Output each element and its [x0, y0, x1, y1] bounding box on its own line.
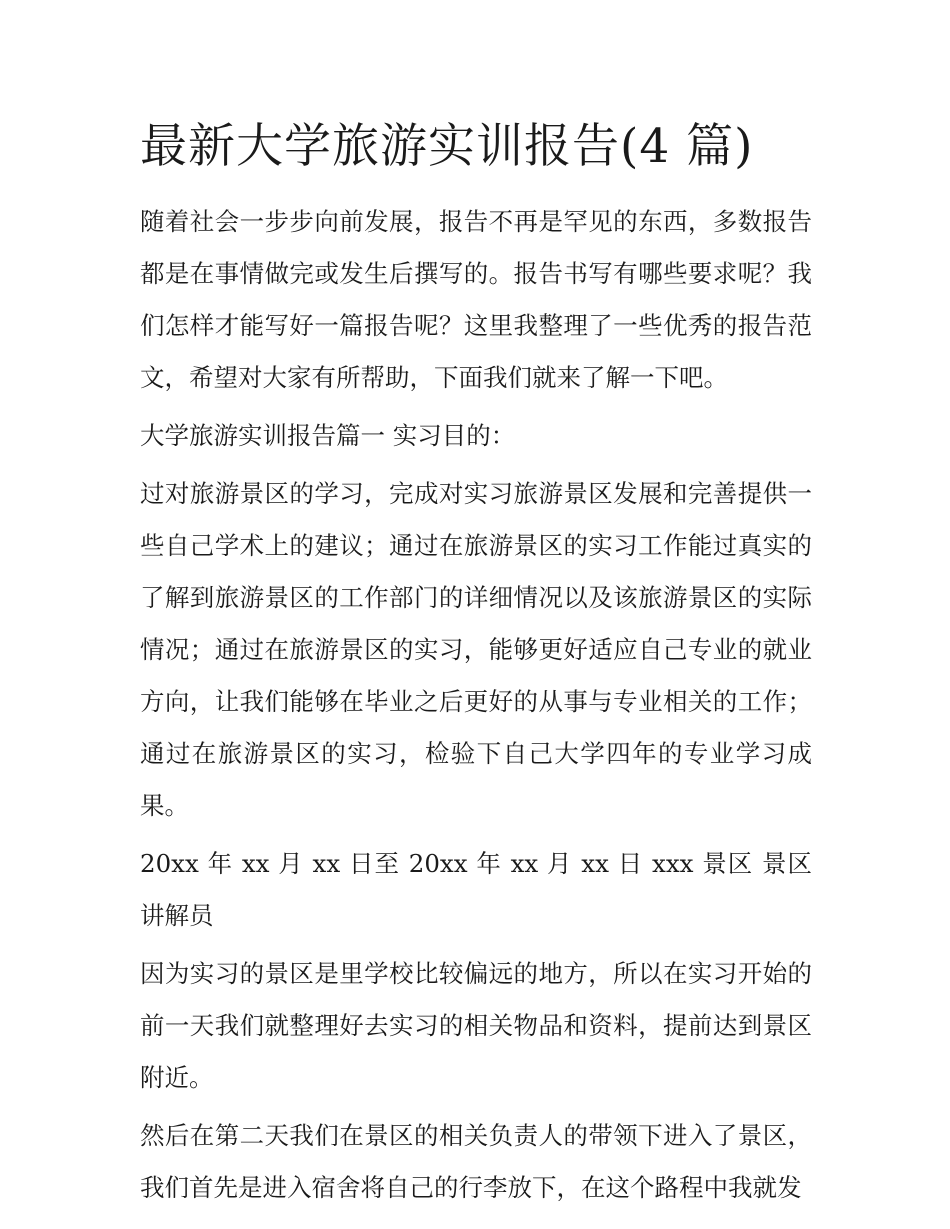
paragraph-arrival: 然后在第二天我们在景区的相关负责人的带领下进入了景区，我们首先是进入宿舍将自己的行李放下，在这个路程中我就发	[140, 1121, 812, 1202]
paragraph-intro: 随着社会一步步向前发展，报告不再是罕见的东西，多数报告都是在事情做完或发生后撰写的。报告书写有哪些要求呢？我们怎样才能写好一篇报告呢？这里我整理了一些优秀的报告范文，希望对大家有所帮助，下面我们就来了解一下吧。	[140, 207, 812, 392]
paragraph-preparation: 因为实习的景区是里学校比较偏远的地方，所以在实习开始的前一天我们就整理好去实习的相关物品和资料，提前达到景区附近。	[140, 959, 812, 1092]
paragraph-section-heading: 大学旅游实训报告篇一 实习目的：	[140, 421, 516, 450]
paragraph-purpose: 过对旅游景区的学习，完成对实习旅游景区发展和完善提供一些自己学术上的建议；通过在旅游景区的实习工作能过真实的了解到旅游景区的工作部门的详细情况以及该旅游景区的实际情况；通过在旅游景区的实习，能够更好适应自己专业的就业方向，让我们能够在毕业之后更好的从事与专业相关的工作；通过在旅游景区的实习，检验下自己大学四年的专业学习成果。	[140, 479, 812, 820]
paragraph-dates: 20xx 年 xx 月 xx 日至 20xx 年 xx 月 xx 日 xxx 景区 景区讲解员	[140, 849, 812, 930]
document-body	[140, 196, 812, 1220]
document-title: 最新大学旅游实训报告(4 篇)	[140, 119, 754, 174]
